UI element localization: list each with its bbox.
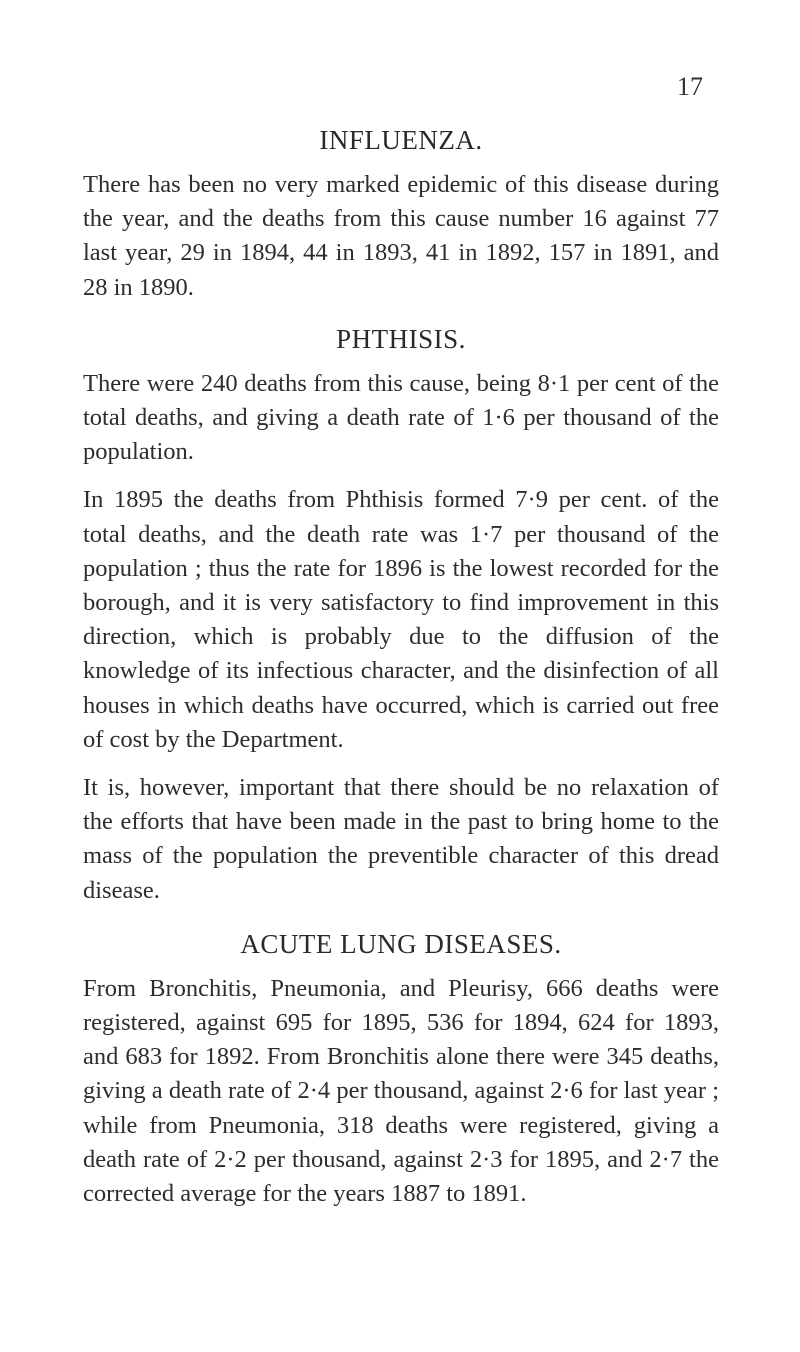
phthisis-paragraph-3: It is, however, important that there should be no relaxation of the efforts that have been made in the past to bring home to the mass of the population the preventible character of this dread disease. [83,774,719,904]
page-number: 17 [677,72,703,101]
section-heading-acute-lung-diseases: ACUTE LUNG DISEASES. [240,928,562,959]
section-heading-influenza: INFLUENZA. [319,125,483,155]
phthisis-paragraph-2: In 1895 the deaths from Phthisis formed 7·9 per cent. of the total deaths, and the death rate was 1·7 per thousand of the population ; thus the rate for 1896 is the lowest recorded for the borough, and it is very satisfactory to find improvement in this direction, which is probably due to the diffusion of the knowledge of its infectious character, and the disinfection of all houses in which deaths have occurred, which is carried out free of cost by the Department. [83,486,719,753]
acute-lung-paragraph: From Bronchitis, Pneumonia, and Pleurisy, 666 deaths were registered, against 695 for 1895, 536 for 1894, 624 for 1893, and 683 for 1892. From Bronchitis alone there were 345 deaths, giving a death rate of 2·4 per thousand, against 2·6 for last year ; while from Pneumonia, 318 deaths were registered, giving a death rate of 2·2 per thousand, against 2·3 for 1895, and 2·7 the corrected average for the years 1887 to 1891. [83,974,719,1208]
report-text [83,108,719,1211]
phthisis-paragraph-1: There were 240 deaths from this cause, being 8·1 per cent of the total deaths, and giving a death rate of 1·6 per thousand of the population. [83,369,719,466]
section-heading-phthisis: PHTHISIS. [336,323,466,354]
influenza-paragraph: There has been no very marked epidemic of this disease during the year, and the deaths from this cause number 16 against 77 last year, 29 in 1894, 44 in 1893, 41 in 1892, 157 in 1891, and 28 in 1890. [83,171,719,301]
